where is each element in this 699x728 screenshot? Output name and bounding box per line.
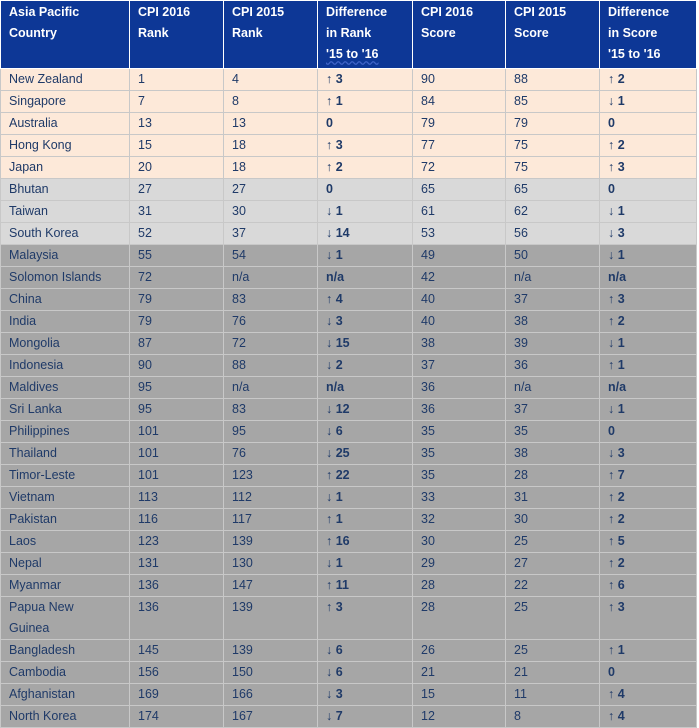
cell-country: Taiwan (1, 201, 130, 223)
table-row (1, 443, 697, 465)
cell-country: Malaysia (1, 245, 130, 267)
cell-score-difference: ↑ 2 (600, 487, 697, 509)
cell-cpi-2016-rank: 116 (130, 509, 224, 531)
cell-cpi-2015-rank: 139 (224, 640, 318, 662)
cell-cpi-2016-score: 35 (413, 421, 506, 443)
cell-rank-difference: ↑ 11 (318, 575, 413, 597)
cell-cpi-2016-score: 32 (413, 509, 506, 531)
cell-rank-difference: ↓ 6 (318, 662, 413, 684)
cell-country: Sri Lanka (1, 399, 130, 421)
table-row (1, 597, 697, 640)
cell-score-difference: ↓ 1 (600, 333, 697, 355)
header-country: Asia Pacific Country (1, 1, 130, 69)
cell-country: Bangladesh (1, 640, 130, 662)
cell-score-difference: 0 (600, 662, 697, 684)
cell-cpi-2015-rank: 4 (224, 69, 318, 91)
cell-cpi-2016-score: 40 (413, 311, 506, 333)
cell-cpi-2015-score: 38 (506, 311, 600, 333)
cell-cpi-2015-score: 65 (506, 179, 600, 201)
cell-cpi-2016-rank: 131 (130, 553, 224, 575)
table-row (1, 223, 697, 245)
header-rank-difference-line: Difference (326, 5, 388, 19)
cell-country: China (1, 289, 130, 311)
table-row (1, 91, 697, 113)
header-cpi-2016-score: CPI 2016 Score (413, 1, 506, 69)
cell-cpi-2015-score: 37 (506, 289, 600, 311)
cell-cpi-2015-rank: 95 (224, 421, 318, 443)
cell-cpi-2015-score: 25 (506, 640, 600, 662)
cell-cpi-2015-score: 56 (506, 223, 600, 245)
cell-score-difference: 0 (600, 113, 697, 135)
cell-country: Myanmar (1, 575, 130, 597)
cell-country: Papua New Guinea (1, 597, 130, 640)
table-row (1, 289, 697, 311)
cell-cpi-2016-rank: 156 (130, 662, 224, 684)
cell-cpi-2015-score: 35 (506, 421, 600, 443)
cell-cpi-2015-rank: 139 (224, 597, 318, 640)
cell-rank-difference: ↓ 7 (318, 706, 413, 728)
header-rank-difference (318, 1, 413, 69)
cell-score-difference: ↑ 2 (600, 135, 697, 157)
cell-cpi-2015-score: 27 (506, 553, 600, 575)
cell-cpi-2015-rank: 18 (224, 157, 318, 179)
cell-cpi-2016-rank: 101 (130, 421, 224, 443)
cell-cpi-2016-score: 65 (413, 179, 506, 201)
cell-rank-difference: ↓ 1 (318, 245, 413, 267)
cell-cpi-2016-rank: 87 (130, 333, 224, 355)
table-row (1, 179, 697, 201)
cell-cpi-2015-score: 75 (506, 135, 600, 157)
table-row (1, 267, 697, 289)
table-row (1, 421, 697, 443)
cell-cpi-2016-rank: 79 (130, 311, 224, 333)
table-row (1, 553, 697, 575)
cell-cpi-2015-score: 25 (506, 597, 600, 640)
cell-score-difference: ↑ 3 (600, 157, 697, 179)
cell-rank-difference: ↓ 25 (318, 443, 413, 465)
cell-score-difference: ↑ 3 (600, 597, 697, 640)
cell-score-difference: ↓ 1 (600, 399, 697, 421)
cell-cpi-2016-rank: 95 (130, 377, 224, 399)
cell-country: Afghanistan (1, 684, 130, 706)
cell-cpi-2015-score: 39 (506, 333, 600, 355)
cell-cpi-2016-score: 37 (413, 355, 506, 377)
cell-cpi-2015-score: 85 (506, 91, 600, 113)
cell-country: Laos (1, 531, 130, 553)
cell-cpi-2016-score: 26 (413, 640, 506, 662)
cell-rank-difference: ↑ 1 (318, 91, 413, 113)
cell-score-difference: ↑ 2 (600, 311, 697, 333)
table-row (1, 531, 697, 553)
cell-country: Indonesia (1, 355, 130, 377)
cell-rank-difference: ↑ 3 (318, 69, 413, 91)
cell-cpi-2016-rank: 113 (130, 487, 224, 509)
cell-country: South Korea (1, 223, 130, 245)
cell-cpi-2016-rank: 72 (130, 267, 224, 289)
cell-country: North Korea (1, 706, 130, 728)
cell-rank-difference: ↑ 22 (318, 465, 413, 487)
cell-score-difference: 0 (600, 421, 697, 443)
cell-cpi-2015-score: 22 (506, 575, 600, 597)
cell-rank-difference: ↑ 2 (318, 157, 413, 179)
cell-cpi-2016-score: 35 (413, 465, 506, 487)
cell-cpi-2015-score: 36 (506, 355, 600, 377)
cell-rank-difference: n/a (318, 377, 413, 399)
table-row (1, 684, 697, 706)
cell-cpi-2016-rank: 7 (130, 91, 224, 113)
cell-cpi-2016-rank: 31 (130, 201, 224, 223)
cell-cpi-2016-rank: 123 (130, 531, 224, 553)
cell-country: Vietnam (1, 487, 130, 509)
cell-cpi-2015-rank: 130 (224, 553, 318, 575)
cell-score-difference: ↑ 4 (600, 684, 697, 706)
cell-score-difference: ↑ 5 (600, 531, 697, 553)
table-row (1, 575, 697, 597)
cell-cpi-2016-rank: 52 (130, 223, 224, 245)
cell-cpi-2016-score: 61 (413, 201, 506, 223)
cell-cpi-2016-score: 72 (413, 157, 506, 179)
cell-rank-difference: ↑ 3 (318, 597, 413, 640)
table-row (1, 662, 697, 684)
cell-cpi-2016-score: 30 (413, 531, 506, 553)
cell-cpi-2015-score: 38 (506, 443, 600, 465)
table-row (1, 487, 697, 509)
header-score-difference: Difference in Score '15 to '16 (600, 1, 697, 69)
header-cpi-2016-rank: CPI 2016 Rank (130, 1, 224, 69)
table-row (1, 399, 697, 421)
cell-score-difference: ↓ 1 (600, 245, 697, 267)
cell-cpi-2016-score: 12 (413, 706, 506, 728)
cell-cpi-2016-rank: 79 (130, 289, 224, 311)
cell-cpi-2015-rank: 123 (224, 465, 318, 487)
cell-cpi-2015-rank: 112 (224, 487, 318, 509)
table-body (1, 69, 697, 728)
table-row (1, 355, 697, 377)
table-row (1, 509, 697, 531)
cell-cpi-2015-rank: 27 (224, 179, 318, 201)
cell-cpi-2016-score: 35 (413, 443, 506, 465)
cell-country: Thailand (1, 443, 130, 465)
cell-score-difference: ↑ 2 (600, 69, 697, 91)
cell-cpi-2015-score: 30 (506, 509, 600, 531)
cell-cpi-2015-rank: 18 (224, 135, 318, 157)
cell-country: Cambodia (1, 662, 130, 684)
cell-cpi-2015-score: 8 (506, 706, 600, 728)
cell-score-difference: n/a (600, 267, 697, 289)
cell-country: India (1, 311, 130, 333)
cell-cpi-2016-score: 21 (413, 662, 506, 684)
header-row (1, 1, 697, 69)
cell-rank-difference: ↓ 1 (318, 201, 413, 223)
cell-score-difference: ↑ 1 (600, 640, 697, 662)
cell-cpi-2016-score: 90 (413, 69, 506, 91)
cell-cpi-2015-score: 28 (506, 465, 600, 487)
cell-cpi-2016-rank: 136 (130, 575, 224, 597)
cell-cpi-2015-score: 37 (506, 399, 600, 421)
cell-score-difference: ↑ 3 (600, 289, 697, 311)
cell-cpi-2015-rank: 167 (224, 706, 318, 728)
cell-cpi-2015-rank: 139 (224, 531, 318, 553)
cell-cpi-2015-score: 25 (506, 531, 600, 553)
header-cpi-2015-rank: CPI 2015 Rank (224, 1, 318, 69)
cell-score-difference: 0 (600, 179, 697, 201)
cell-score-difference: ↓ 1 (600, 201, 697, 223)
table-row (1, 113, 697, 135)
cell-cpi-2016-score: 42 (413, 267, 506, 289)
cell-rank-difference: 0 (318, 179, 413, 201)
cell-rank-difference: ↓ 3 (318, 684, 413, 706)
cell-cpi-2016-rank: 145 (130, 640, 224, 662)
cell-country: Mongolia (1, 333, 130, 355)
table-row (1, 157, 697, 179)
cell-rank-difference: ↓ 14 (318, 223, 413, 245)
cell-country: Bhutan (1, 179, 130, 201)
cell-cpi-2015-rank: n/a (224, 267, 318, 289)
cell-score-difference: ↓ 3 (600, 443, 697, 465)
cell-cpi-2015-rank: 147 (224, 575, 318, 597)
cell-cpi-2015-rank: 8 (224, 91, 318, 113)
cell-cpi-2016-score: 29 (413, 553, 506, 575)
table-row (1, 311, 697, 333)
cell-cpi-2016-score: 84 (413, 91, 506, 113)
cell-rank-difference: ↓ 1 (318, 553, 413, 575)
table-row (1, 640, 697, 662)
cell-cpi-2016-rank: 1 (130, 69, 224, 91)
table-row (1, 706, 697, 728)
table-row (1, 245, 697, 267)
cell-cpi-2015-score: 62 (506, 201, 600, 223)
cell-cpi-2015-rank: 76 (224, 311, 318, 333)
header-rank-difference-line: in Rank (326, 26, 372, 40)
cell-cpi-2016-score: 28 (413, 575, 506, 597)
cell-rank-difference: ↓ 6 (318, 421, 413, 443)
cell-cpi-2016-rank: 101 (130, 443, 224, 465)
cell-cpi-2016-score: 33 (413, 487, 506, 509)
cell-score-difference: ↑ 4 (600, 706, 697, 728)
cell-cpi-2015-rank: 83 (224, 399, 318, 421)
cell-country: Hong Kong (1, 135, 130, 157)
table-row (1, 465, 697, 487)
cell-cpi-2015-rank: 166 (224, 684, 318, 706)
cell-rank-difference: ↓ 2 (318, 355, 413, 377)
cell-score-difference: ↑ 2 (600, 553, 697, 575)
cell-cpi-2015-score: n/a (506, 267, 600, 289)
cell-cpi-2015-rank: 54 (224, 245, 318, 267)
cell-rank-difference: ↓ 12 (318, 399, 413, 421)
cell-cpi-2015-score: n/a (506, 377, 600, 399)
cell-cpi-2015-rank: 150 (224, 662, 318, 684)
cell-cpi-2016-score: 28 (413, 597, 506, 640)
cell-country: Singapore (1, 91, 130, 113)
cell-cpi-2016-rank: 55 (130, 245, 224, 267)
cell-rank-difference: ↑ 1 (318, 509, 413, 531)
cell-cpi-2016-rank: 169 (130, 684, 224, 706)
cell-score-difference: n/a (600, 377, 697, 399)
cell-cpi-2016-rank: 101 (130, 465, 224, 487)
cell-rank-difference: ↓ 6 (318, 640, 413, 662)
cell-score-difference: ↑ 7 (600, 465, 697, 487)
cell-score-difference: ↓ 1 (600, 91, 697, 113)
table-row (1, 135, 697, 157)
cell-country: Australia (1, 113, 130, 135)
cell-cpi-2016-score: 53 (413, 223, 506, 245)
table-row (1, 69, 697, 91)
cell-cpi-2015-rank: 37 (224, 223, 318, 245)
cell-cpi-2016-rank: 27 (130, 179, 224, 201)
cell-cpi-2015-score: 11 (506, 684, 600, 706)
cell-country: Japan (1, 157, 130, 179)
cell-cpi-2015-score: 75 (506, 157, 600, 179)
cell-cpi-2016-rank: 20 (130, 157, 224, 179)
cell-cpi-2015-rank: 83 (224, 289, 318, 311)
table-row (1, 201, 697, 223)
cell-cpi-2016-rank: 136 (130, 597, 224, 640)
cell-rank-difference: n/a (318, 267, 413, 289)
cell-cpi-2016-rank: 13 (130, 113, 224, 135)
cell-cpi-2015-rank: 72 (224, 333, 318, 355)
cell-score-difference: ↓ 3 (600, 223, 697, 245)
cell-country: Pakistan (1, 509, 130, 531)
cell-cpi-2015-rank: n/a (224, 377, 318, 399)
cell-country: Solomon Islands (1, 267, 130, 289)
cell-cpi-2016-score: 79 (413, 113, 506, 135)
cell-country: New Zealand (1, 69, 130, 91)
cell-rank-difference: ↑ 4 (318, 289, 413, 311)
cell-cpi-2016-rank: 90 (130, 355, 224, 377)
cell-cpi-2015-rank: 117 (224, 509, 318, 531)
cell-country: Nepal (1, 553, 130, 575)
cell-cpi-2016-rank: 15 (130, 135, 224, 157)
cell-score-difference: ↑ 6 (600, 575, 697, 597)
cell-rank-difference: ↑ 3 (318, 135, 413, 157)
cell-country: Philippines (1, 421, 130, 443)
cell-cpi-2015-score: 31 (506, 487, 600, 509)
cell-country: Maldives (1, 377, 130, 399)
cell-country: Timor-Leste (1, 465, 130, 487)
cell-cpi-2016-score: 36 (413, 399, 506, 421)
cell-cpi-2015-score: 79 (506, 113, 600, 135)
cell-cpi-2015-rank: 88 (224, 355, 318, 377)
cell-cpi-2015-rank: 30 (224, 201, 318, 223)
cell-cpi-2015-rank: 13 (224, 113, 318, 135)
cell-cpi-2016-rank: 174 (130, 706, 224, 728)
cell-rank-difference: ↓ 15 (318, 333, 413, 355)
table-row (1, 333, 697, 355)
cell-rank-difference: ↓ 1 (318, 487, 413, 509)
cell-cpi-2016-rank: 95 (130, 399, 224, 421)
cell-cpi-2015-score: 50 (506, 245, 600, 267)
cell-cpi-2016-score: 38 (413, 333, 506, 355)
table-row (1, 377, 697, 399)
cell-cpi-2016-score: 15 (413, 684, 506, 706)
cell-cpi-2015-score: 21 (506, 662, 600, 684)
cell-cpi-2015-score: 88 (506, 69, 600, 91)
cell-cpi-2016-score: 40 (413, 289, 506, 311)
header-cpi-2015-score: CPI 2015 Score (506, 1, 600, 69)
header-rank-difference-line: '15 to '16 (326, 47, 379, 61)
cell-score-difference: ↑ 1 (600, 355, 697, 377)
cell-cpi-2015-rank: 76 (224, 443, 318, 465)
cell-cpi-2016-score: 49 (413, 245, 506, 267)
cell-rank-difference: ↓ 3 (318, 311, 413, 333)
cell-cpi-2016-score: 36 (413, 377, 506, 399)
cell-rank-difference: 0 (318, 113, 413, 135)
cell-cpi-2016-score: 77 (413, 135, 506, 157)
cell-rank-difference: ↑ 16 (318, 531, 413, 553)
cell-score-difference: ↑ 2 (600, 509, 697, 531)
